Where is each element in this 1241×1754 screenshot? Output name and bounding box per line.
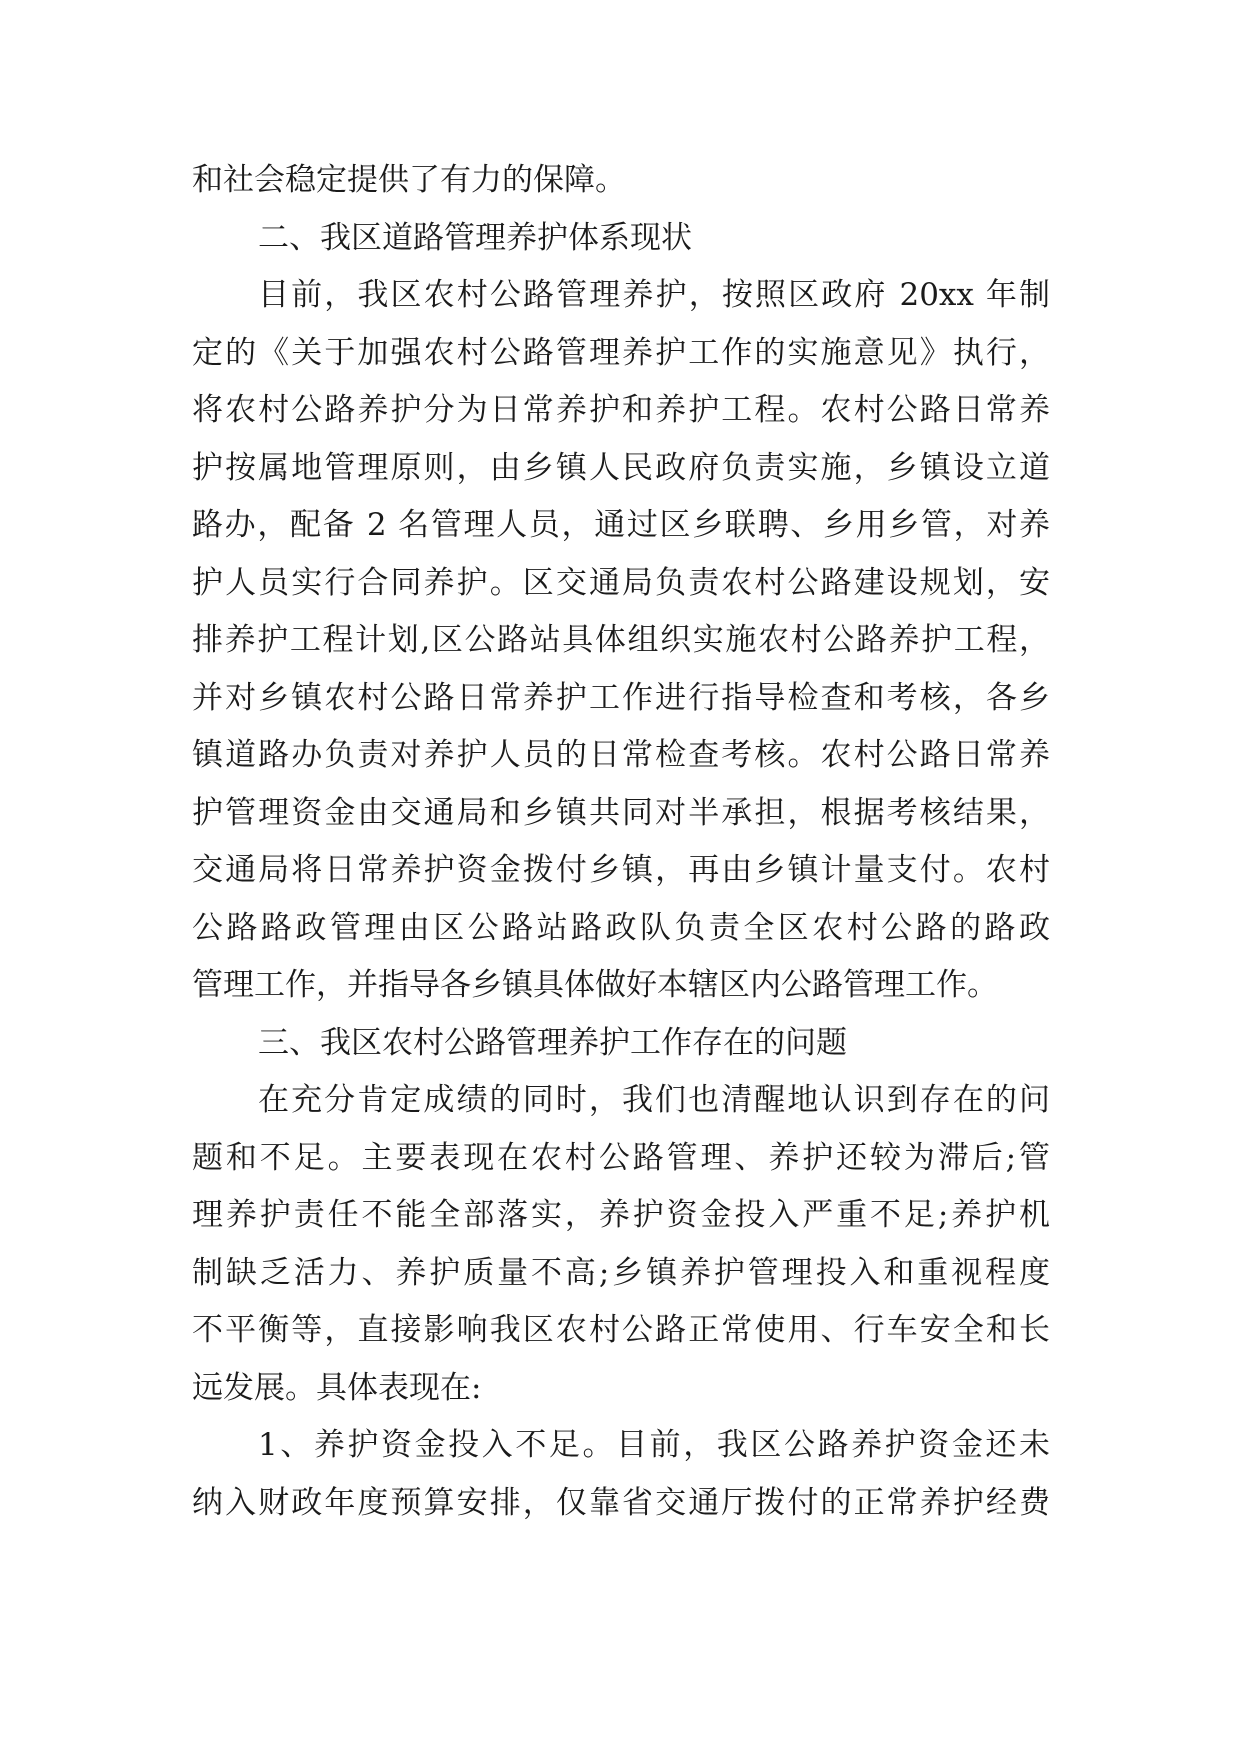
paragraph-line: 远发展。具体表现在: (192, 1369, 482, 1406)
paragraph-line: 并对乡镇农村公路日常养护工作进行指导检查和考核，各乡 (192, 679, 1050, 716)
section-heading: 三、我区农村公路管理养护工作存在的问题 (258, 1024, 847, 1061)
paragraph-line: 护管理资金由交通局和乡镇共同对半承担，根据考核结果， (192, 794, 1050, 831)
document-body (192, 152, 1050, 1532)
section-heading: 二、我区道路管理养护体系现状 (258, 219, 692, 256)
paragraph-line: 和社会稳定提供了有力的保障。 (192, 162, 626, 198)
paragraph-line: 纳入财政年度预算安排，仅靠省交通厅拨付的正常养护经费 (192, 1484, 1050, 1521)
paragraph-line: 路办，配备 2 名管理人员，通过区乡联聘、乡用乡管，对养 (192, 507, 1050, 543)
paragraph-line: 题和不足。主要表现在农村公路管理、养护还较为滞后;管 (192, 1139, 1050, 1176)
paragraph-line: 制缺乏活力、养护质量不高;乡镇养护管理投入和重视程度 (192, 1254, 1050, 1291)
paragraph-line: 镇道路办负责对养护人员的日常检查考核。农村公路日常养 (192, 737, 1050, 773)
paragraph-line: 排养护工程计划,区公路站具体组织实施农村公路养护工程， (192, 622, 1050, 658)
paragraph-line: 管理工作，并指导各乡镇具体做好本辖区内公路管理工作。 (192, 967, 998, 1003)
paragraph-line: 护按属地管理原则，由乡镇人民政府负责实施，乡镇设立道 (192, 449, 1050, 486)
paragraph-line: 将农村公路养护分为日常养护和养护工程。农村公路日常养 (192, 392, 1050, 428)
paragraph-line: 定的《关于加强农村公路管理养护工作的实施意见》执行， (192, 334, 1050, 371)
paragraph-line: 理养护责任不能全部落实，养护资金投入严重不足;养护机 (192, 1197, 1050, 1233)
paragraph-line: 公路路政管理由区公路站路政队负责全区农村公路的路政 (192, 909, 1050, 946)
paragraph-line: 护人员实行合同养护。区交通局负责农村公路建设规划，安 (192, 564, 1050, 601)
paragraph-line: 交通局将日常养护资金拨付乡镇，再由乡镇计量支付。农村 (192, 852, 1050, 888)
paragraph-line: 1、养护资金投入不足。目前，我区公路养护资金还未 (258, 1427, 1050, 1463)
paragraph-line: 不平衡等，直接影响我区农村公路正常使用、行车安全和长 (192, 1312, 1050, 1348)
paragraph-line: 在充分肯定成绩的同时，我们也清醒地认识到存在的问 (258, 1082, 1050, 1118)
paragraph-line: 目前，我区农村公路管理养护，按照区政府 20xx 年制 (258, 277, 1050, 313)
